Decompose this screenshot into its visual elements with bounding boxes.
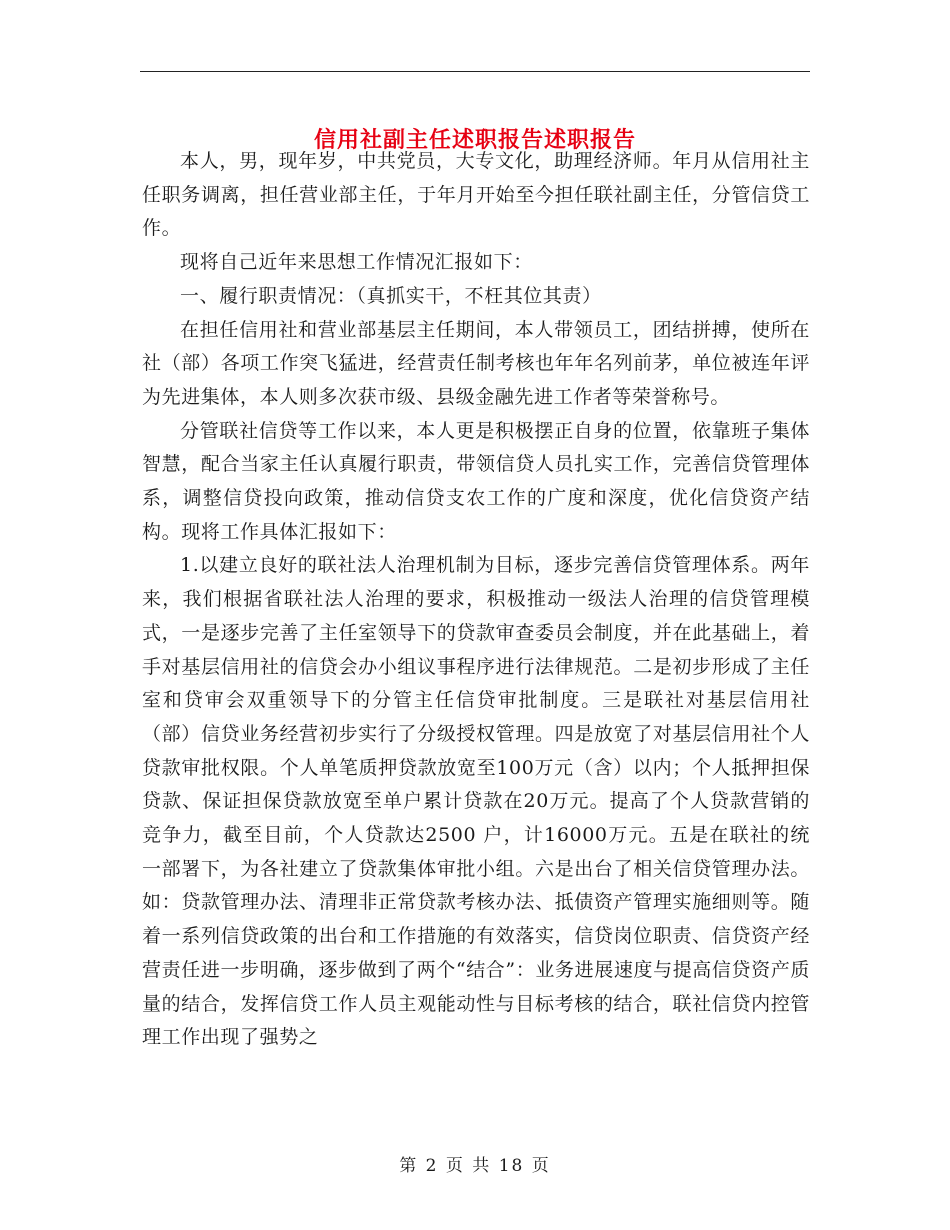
page-number: 第 2 页 共 18 页 xyxy=(399,1156,551,1176)
paragraph-item-1: 1.以建立良好的联社法人治理机制为目标，逐步完善信贷管理体系。两年来，我们根据省联社法人治理的要求，积极推动一级法人治理的信贷管理模式，一是逐步完善了主任室领导下的贷款审查委员会制度，并在此基础上，着手对基层信用社的信贷会办小组议事程序进行法律规范。二是初步形成了主任室和贷审会双重领导下的分管主任信贷审批制度。三是联社对基层信用社（部）信贷业务经营初步实行了分级授权管理。四是放宽了对基层信用社个人贷款审批权限。个人单笔质押贷款放宽至100万元（含）以内；个人抵押担保贷款、保证担保贷款放宽至单户累计贷款在20万元。提高了个人贷款营销的竞争力，截至目前，个人贷款达2500 户，计16000万元。五是在联社的统一部署下，为各社建立了贷款集体审批小组。六是出台了相关信贷管理办法。如：贷款管理办法、清理非正常贷款考核办法、抵债资产管理实施细则等。随着一系列信贷政策的出台和工作措施的有效落实，信贷岗位职责、信贷资产经营责任进一步明确，逐步做到了两个“结合”：业务进展速度与提高信贷资产质量的结合，发挥信贷工作人员主观能动性与目标考核的结合，联社信贷内控管理工作出现了强势之 xyxy=(142,554,810,1049)
paragraph-branch-experience: 在担任信用社和营业部基层主任期间，本人带领员工，团结拼搏，使所在社（部）各项工作突飞猛进，经营责任制考核也年年名列前茅，单位被连年评为先进集体，本人则多次获市级、县级金融先进工作者等荣誉称号。 xyxy=(142,318,810,408)
document-body xyxy=(142,145,810,1055)
paragraph-credit-oversight: 分管联社信贷等工作以来，本人更是积极摆正自身的位置，依靠班子集体智慧，配合当家主任认真履行职责，带领信贷人员扎实工作，完善信贷管理体系，调整信贷投向政策，推动信贷支农工作的广度和深度，优化信贷资产结构。现将工作具体汇报如下： xyxy=(142,419,810,543)
paragraph-intro: 本人，男，现年岁，中共党员，大专文化，助理经济师。年月从信用社主任职务调离，担任营业部主任，于年月开始至今担任联社副主任，分管信贷工作。 xyxy=(142,150,810,240)
document-title: 信用社副主任述职报告述职报告 xyxy=(313,126,636,153)
section-heading-duties: 一、履行职责情况：（真抓实干，不枉其位其责） xyxy=(180,284,602,307)
header-rule xyxy=(140,71,810,72)
paragraph-report-lead: 现将自己近年来思想工作情况汇报如下： xyxy=(180,251,533,274)
